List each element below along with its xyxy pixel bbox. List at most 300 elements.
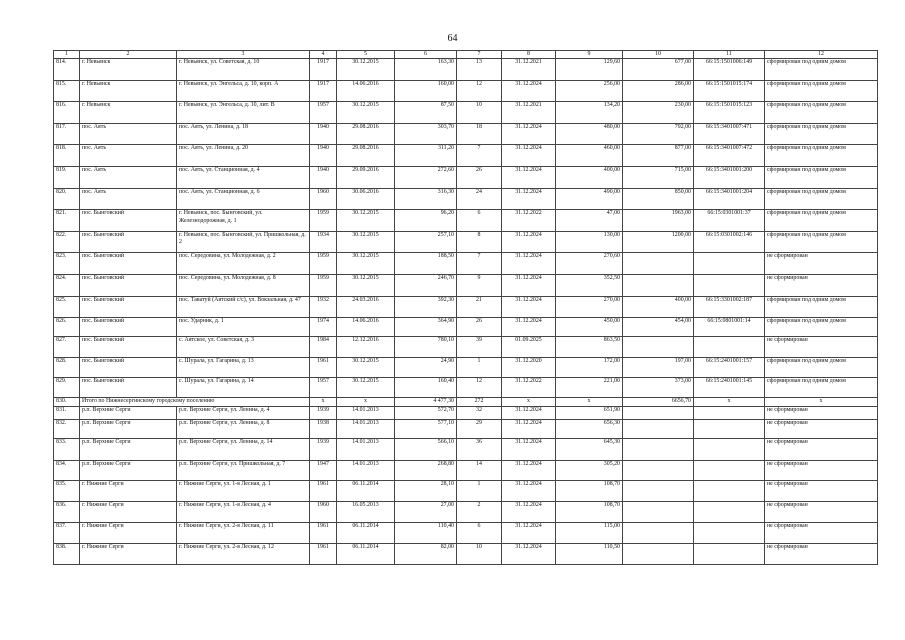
area-cell: 268,80 bbox=[395, 460, 457, 480]
area-col9-cell: 480,00 bbox=[556, 123, 623, 145]
residents-cell: 7 bbox=[457, 145, 502, 167]
recognition-date-cell: 14.06.2016 bbox=[337, 80, 395, 102]
recognition-date-cell: 06.11.2014 bbox=[337, 543, 395, 565]
recognition-date-cell: 30.12.2015 bbox=[337, 231, 395, 253]
deadline-cell: 31.12.2024 bbox=[502, 231, 556, 253]
cadastral-number-cell: 66:15:0301001:37 bbox=[694, 210, 765, 232]
land-status-cell: не сформирован bbox=[765, 337, 878, 357]
recognition-date-cell: 14.01.2013 bbox=[337, 439, 395, 461]
table-row bbox=[54, 59, 878, 81]
municipality-cell: пос. Бынговский bbox=[80, 296, 177, 318]
municipality-cell: г. Невьянск bbox=[80, 102, 177, 124]
table-body bbox=[54, 51, 878, 565]
land-status-cell: сформирован под одним домом bbox=[765, 188, 878, 210]
recognition-date-cell: 12.12.2016 bbox=[337, 337, 395, 357]
cadastral-number-cell bbox=[694, 460, 765, 480]
column-number-2: 2 bbox=[80, 51, 177, 59]
area-cell: 96,20 bbox=[395, 210, 457, 232]
table-row bbox=[54, 318, 878, 337]
area-col9-cell: 645,30 bbox=[556, 439, 623, 461]
residents-cell: 7 bbox=[457, 253, 502, 275]
area-col10-cell bbox=[623, 337, 694, 357]
residents-cell: 12 bbox=[457, 80, 502, 102]
address-cell: г. Нижние Серги, ул. 1-я Лесная, д. 4 bbox=[177, 501, 310, 523]
area-col9-cell: 460,00 bbox=[556, 145, 623, 167]
column-number-8: 8 bbox=[502, 51, 556, 59]
area-cell: 28,10 bbox=[395, 481, 457, 501]
residents-cell: 10 bbox=[457, 102, 502, 124]
deadline-cell: 31.12.2024 bbox=[502, 420, 556, 439]
residents-cell: 26 bbox=[457, 318, 502, 337]
municipality-cell: г. Невьянск bbox=[80, 80, 177, 102]
deadline-cell: 31.12.2024 bbox=[502, 543, 556, 565]
land-status-cell: x bbox=[765, 398, 878, 406]
residents-cell: 29 bbox=[457, 420, 502, 439]
table-row bbox=[54, 253, 878, 275]
address-cell: г. Нижние Серги, ул. 2-я Лесная, д. 11 bbox=[177, 523, 310, 543]
cadastral-number-cell: 66:15:3401001:204 bbox=[694, 188, 765, 210]
table-row bbox=[54, 296, 878, 318]
table-row bbox=[54, 439, 878, 461]
area-col9-cell: 656,30 bbox=[556, 420, 623, 439]
build-year-cell: 1960 bbox=[310, 501, 337, 523]
area-cell: 87,50 bbox=[395, 102, 457, 124]
area-col9-cell: 110,50 bbox=[556, 543, 623, 565]
address-cell: пос. Середовина, ул. Молодежная, д. 8 bbox=[177, 274, 310, 296]
recognition-date-cell: 06.11.2014 bbox=[337, 481, 395, 501]
table-row bbox=[54, 80, 878, 102]
municipality-cell: пос. Бынговский bbox=[80, 318, 177, 337]
housing-register-table bbox=[53, 50, 878, 565]
table-row bbox=[54, 274, 878, 296]
cadastral-number-cell: 66:15:1501006:149 bbox=[694, 59, 765, 81]
area-col10-cell: 6656,70 bbox=[623, 398, 694, 406]
recognition-date-cell: 30.12.2015 bbox=[337, 377, 395, 397]
table-row bbox=[54, 145, 878, 167]
area-cell: 316,30 bbox=[395, 188, 457, 210]
recognition-date-cell: 29.08.2016 bbox=[337, 145, 395, 167]
area-cell: 257,10 bbox=[395, 231, 457, 253]
row-number-cell: 830. bbox=[54, 398, 80, 406]
cadastral-number-cell bbox=[694, 406, 765, 420]
land-status-cell: сформирован под одним домом bbox=[765, 210, 878, 232]
row-number-cell: 823. bbox=[54, 253, 80, 275]
table-row bbox=[54, 102, 878, 124]
cadastral-number-cell: 66:15:0301002:146 bbox=[694, 231, 765, 253]
deadline-cell: 31.12.2022 bbox=[502, 210, 556, 232]
municipality-cell: пос. Аять bbox=[80, 123, 177, 145]
deadline-cell: 31.12.2024 bbox=[502, 253, 556, 275]
address-cell: пос. Аять, ул. Станционная, д. 4 bbox=[177, 166, 310, 188]
residents-cell: 21 bbox=[457, 296, 502, 318]
build-year-cell: 1938 bbox=[310, 420, 337, 439]
area-cell: 188,50 bbox=[395, 253, 457, 275]
deadline-cell: 31.12.2024 bbox=[502, 188, 556, 210]
page-number: 64 bbox=[447, 33, 458, 44]
land-status-cell: сформирован под одним домом bbox=[765, 166, 878, 188]
land-status-cell: не сформирован bbox=[765, 439, 878, 461]
deadline-cell: 31.12.2022 bbox=[502, 377, 556, 397]
address-cell: г. Невьянск, пос. Бынговский, ул. Пришкольная, д. 2 bbox=[177, 231, 310, 253]
build-year-cell: 1961 bbox=[310, 523, 337, 543]
area-col9-cell: 450,00 bbox=[556, 318, 623, 337]
area-col9-cell: 115,00 bbox=[556, 523, 623, 543]
deadline-cell: 31.12.2024 bbox=[502, 123, 556, 145]
municipality-cell: г. Нижние Серги bbox=[80, 523, 177, 543]
land-status-cell: сформирован под одним домом bbox=[765, 377, 878, 397]
cadastral-number-cell: 66:15:0801001:14 bbox=[694, 318, 765, 337]
build-year-cell: 1961 bbox=[310, 543, 337, 565]
deadline-cell: 31.12.2024 bbox=[502, 274, 556, 296]
residents-cell: 272 bbox=[457, 398, 502, 406]
area-col10-cell: 454,00 bbox=[623, 318, 694, 337]
deadline-cell: 31.12.2024 bbox=[502, 166, 556, 188]
residents-cell: 1 bbox=[457, 357, 502, 377]
cadastral-number-cell bbox=[694, 543, 765, 565]
cadastral-number-cell bbox=[694, 523, 765, 543]
build-year-cell: 1960 bbox=[310, 188, 337, 210]
row-number-cell: 831. bbox=[54, 406, 80, 420]
row-number-cell: 833. bbox=[54, 439, 80, 461]
deadline-cell: 31.12.2021 bbox=[502, 102, 556, 124]
residents-cell: 9 bbox=[457, 274, 502, 296]
area-cell: 364,90 bbox=[395, 318, 457, 337]
area-cell: 163,30 bbox=[395, 59, 457, 81]
deadline-cell: 31.12.2024 bbox=[502, 460, 556, 480]
recognition-date-cell: 30.06.2016 bbox=[337, 188, 395, 210]
area-col10-cell bbox=[623, 460, 694, 480]
area-cell: 160,40 bbox=[395, 377, 457, 397]
table-row bbox=[54, 377, 878, 397]
address-cell: пос. Аять, ул. Ленина, д. 18 bbox=[177, 123, 310, 145]
area-col9-cell: 134,20 bbox=[556, 102, 623, 124]
residents-cell: 24 bbox=[457, 188, 502, 210]
row-number-cell: 835. bbox=[54, 481, 80, 501]
column-number-row bbox=[54, 51, 878, 59]
area-cell: 577,10 bbox=[395, 420, 457, 439]
column-number-4: 4 bbox=[310, 51, 337, 59]
row-number-cell: 824. bbox=[54, 274, 80, 296]
land-status-cell: не сформирован bbox=[765, 460, 878, 480]
row-number-cell: 825. bbox=[54, 296, 80, 318]
land-status-cell: не сформирован bbox=[765, 406, 878, 420]
municipality-cell: пос. Бынговский bbox=[80, 253, 177, 275]
land-status-cell: сформирован под одним домом bbox=[765, 123, 878, 145]
land-status-cell: не сформирован bbox=[765, 420, 878, 439]
row-number-cell: 837. bbox=[54, 523, 80, 543]
area-col10-cell: 286,00 bbox=[623, 80, 694, 102]
table-row bbox=[54, 166, 878, 188]
cadastral-number-cell bbox=[694, 501, 765, 523]
municipality-cell: пос. Бынговский bbox=[80, 377, 177, 397]
cadastral-number-cell bbox=[694, 439, 765, 461]
recognition-date-cell: 14.06.2016 bbox=[337, 318, 395, 337]
address-cell: пос. Аять, ул. Станционная, д. 6 bbox=[177, 188, 310, 210]
build-year-cell: 1957 bbox=[310, 102, 337, 124]
row-number-cell: 834. bbox=[54, 460, 80, 480]
municipality-cell: р.п. Верхние Серги bbox=[80, 460, 177, 480]
area-cell: 392,30 bbox=[395, 296, 457, 318]
area-cell: 246,70 bbox=[395, 274, 457, 296]
area-cell: 272,60 bbox=[395, 166, 457, 188]
table-row bbox=[54, 231, 878, 253]
residents-cell: 2 bbox=[457, 501, 502, 523]
residents-cell: 26 bbox=[457, 166, 502, 188]
column-number-1: 1 bbox=[54, 51, 80, 59]
land-status-cell: сформирован под одним домом bbox=[765, 231, 878, 253]
build-year-cell: 1961 bbox=[310, 481, 337, 501]
municipality-cell: пос. Бынговский bbox=[80, 337, 177, 357]
residents-cell: 10 bbox=[457, 543, 502, 565]
row-number-cell: 820. bbox=[54, 188, 80, 210]
build-year-cell: 1940 bbox=[310, 145, 337, 167]
residents-cell: 6 bbox=[457, 210, 502, 232]
area-cell: 82,00 bbox=[395, 543, 457, 565]
area-col9-cell: 270,60 bbox=[556, 253, 623, 275]
cadastral-number-cell: x bbox=[694, 398, 765, 406]
address-cell: г. Нижние Серги, ул. 2-я Лесная, д. 12 bbox=[177, 543, 310, 565]
address-cell: р.п. Верхние Серги, ул. Ленина, д. 14 bbox=[177, 439, 310, 461]
land-status-cell: сформирован под одним домом bbox=[765, 296, 878, 318]
area-col10-cell bbox=[623, 274, 694, 296]
column-number-5: 5 bbox=[337, 51, 395, 59]
recognition-date-cell: 14.01.2013 bbox=[337, 460, 395, 480]
address-cell: с. Аятское, ул. Советская, д. 3 bbox=[177, 337, 310, 357]
recognition-date-cell: 06.11.2014 bbox=[337, 523, 395, 543]
deadline-cell: x bbox=[502, 398, 556, 406]
total-label-cell: Итого по Нижнесергинскому городскому поселению bbox=[80, 398, 310, 406]
area-col9-cell: 108,70 bbox=[556, 501, 623, 523]
recognition-date-cell: 16.05.2013 bbox=[337, 501, 395, 523]
deadline-cell: 31.12.2024 bbox=[502, 406, 556, 420]
land-status-cell: сформирован под одним домом bbox=[765, 145, 878, 167]
recognition-date-cell: 30.12.2015 bbox=[337, 59, 395, 81]
row-number-cell: 836. bbox=[54, 501, 80, 523]
build-year-cell: 1940 bbox=[310, 166, 337, 188]
address-cell: пос. Середовина, ул. Молодежная, д. 2 bbox=[177, 253, 310, 275]
table-row bbox=[54, 501, 878, 523]
area-col9-cell: 400,00 bbox=[556, 166, 623, 188]
area-cell: 311,20 bbox=[395, 145, 457, 167]
build-year-cell: 1959 bbox=[310, 253, 337, 275]
column-number-7: 7 bbox=[457, 51, 502, 59]
residents-cell: 14 bbox=[457, 460, 502, 480]
table-row bbox=[54, 123, 878, 145]
cadastral-number-cell: 66:15:3301002:187 bbox=[694, 296, 765, 318]
municipality-cell: пос. Аять bbox=[80, 166, 177, 188]
area-col10-cell bbox=[623, 439, 694, 461]
build-year-cell: 1939 bbox=[310, 439, 337, 461]
cadastral-number-cell bbox=[694, 253, 765, 275]
recognition-date-cell: 30.12.2015 bbox=[337, 210, 395, 232]
recognition-date-cell: 14.01.2013 bbox=[337, 406, 395, 420]
deadline-cell: 31.12.2024 bbox=[502, 80, 556, 102]
land-status-cell: не сформирован bbox=[765, 274, 878, 296]
cadastral-number-cell: 66:15:1501015:123 bbox=[694, 102, 765, 124]
area-col9-cell: 270,00 bbox=[556, 296, 623, 318]
residents-cell: 13 bbox=[457, 59, 502, 81]
address-cell: г. Невьянск, ул. Энгельса, д. 10, лит. В bbox=[177, 102, 310, 124]
address-cell: пос. Аять, ул. Ленина, д. 20 bbox=[177, 145, 310, 167]
area-cell: 27,00 bbox=[395, 501, 457, 523]
land-status-cell: сформирован под одним домом bbox=[765, 59, 878, 81]
build-year-cell: 1984 bbox=[310, 337, 337, 357]
cadastral-number-cell: 66:15:3401007:471 bbox=[694, 123, 765, 145]
recognition-date-cell: 14.01.2013 bbox=[337, 420, 395, 439]
land-status-cell: сформирован под одним домом bbox=[765, 102, 878, 124]
address-cell: г. Нижние Серги, ул. 1-я Лесная, д. 1 bbox=[177, 481, 310, 501]
area-col9-cell: 47,00 bbox=[556, 210, 623, 232]
cadastral-number-cell: 66:15:3401007:472 bbox=[694, 145, 765, 167]
municipality-cell: р.п. Верхние Серги bbox=[80, 420, 177, 439]
area-col10-cell: 792,00 bbox=[623, 123, 694, 145]
land-status-cell: не сформирован bbox=[765, 523, 878, 543]
column-number-12: 12 bbox=[765, 51, 878, 59]
table-row bbox=[54, 210, 878, 232]
recognition-date-cell: 24.03.2016 bbox=[337, 296, 395, 318]
area-col10-cell bbox=[623, 501, 694, 523]
build-year-cell: 1959 bbox=[310, 274, 337, 296]
area-col9-cell: 651,90 bbox=[556, 406, 623, 420]
row-number-cell: 816. bbox=[54, 102, 80, 124]
municipality-cell: р.п. Верхние Серги bbox=[80, 406, 177, 420]
area-col9-cell: 108,70 bbox=[556, 481, 623, 501]
area-col9-cell: 129,60 bbox=[556, 59, 623, 81]
address-cell: р.п. Верхние Серги, ул. Ленина, д. 4 bbox=[177, 406, 310, 420]
residents-cell: 39 bbox=[457, 337, 502, 357]
land-status-cell: не сформирован bbox=[765, 481, 878, 501]
build-year-cell: 1947 bbox=[310, 460, 337, 480]
area-cell: 572,70 bbox=[395, 406, 457, 420]
recognition-date-cell: 29.09.2016 bbox=[337, 166, 395, 188]
column-number-10: 10 bbox=[623, 51, 694, 59]
address-cell: г. Невьянск, пос. Бынговский, ул. Железнодорожная, д. 1 bbox=[177, 210, 310, 232]
area-col10-cell bbox=[623, 253, 694, 275]
build-year-cell: x bbox=[310, 398, 337, 406]
area-col10-cell: 230,00 bbox=[623, 102, 694, 124]
row-number-cell: 815. bbox=[54, 80, 80, 102]
cadastral-number-cell bbox=[694, 420, 765, 439]
recognition-date-cell: x bbox=[337, 398, 395, 406]
cadastral-number-cell bbox=[694, 481, 765, 501]
recognition-date-cell: 30.12.2015 bbox=[337, 253, 395, 275]
residents-cell: 8 bbox=[457, 231, 502, 253]
residents-cell: 6 bbox=[457, 523, 502, 543]
municipality-cell: пос. Бынговский bbox=[80, 274, 177, 296]
build-year-cell: 1934 bbox=[310, 231, 337, 253]
area-col10-cell: 715,00 bbox=[623, 166, 694, 188]
column-number-6: 6 bbox=[395, 51, 457, 59]
municipality-cell: пос. Аять bbox=[80, 188, 177, 210]
row-number-cell: 832. bbox=[54, 420, 80, 439]
table-row bbox=[54, 481, 878, 501]
recognition-date-cell: 29.08.2016 bbox=[337, 123, 395, 145]
municipality-cell: пос. Бынговский bbox=[80, 231, 177, 253]
land-status-cell: не сформирован bbox=[765, 543, 878, 565]
municipality-cell: пос. Аять bbox=[80, 145, 177, 167]
land-status-cell: сформирован под одним домом bbox=[765, 80, 878, 102]
municipality-cell: г. Нижние Серги bbox=[80, 481, 177, 501]
area-cell: 24,90 bbox=[395, 357, 457, 377]
table-row bbox=[54, 337, 878, 357]
cadastral-number-cell: 66:15:3401001:200 bbox=[694, 166, 765, 188]
deadline-cell: 31.12.2024 bbox=[502, 145, 556, 167]
deadline-cell: 31.12.2024 bbox=[502, 296, 556, 318]
area-cell: 303,70 bbox=[395, 123, 457, 145]
deadline-cell: 31.12.2020 bbox=[502, 357, 556, 377]
address-cell: с. Шурала, ул. Гагарина, д. 14 bbox=[177, 377, 310, 397]
area-cell: 160,00 bbox=[395, 80, 457, 102]
build-year-cell: 1917 bbox=[310, 59, 337, 81]
column-number-11: 11 bbox=[694, 51, 765, 59]
area-col9-cell: 172,00 bbox=[556, 357, 623, 377]
recognition-date-cell: 30.12.2015 bbox=[337, 274, 395, 296]
deadline-cell: 31.12.2024 bbox=[502, 318, 556, 337]
address-cell: пос. Таватуй (Аятский с/с), ул. Вокзальная, д. 47 bbox=[177, 296, 310, 318]
municipality-cell: пос. Бынговский bbox=[80, 210, 177, 232]
municipality-cell: пос. Бынговский bbox=[80, 357, 177, 377]
area-col9-cell: 352,50 bbox=[556, 274, 623, 296]
area-cell: 566,10 bbox=[395, 439, 457, 461]
table-row bbox=[54, 543, 878, 565]
municipality-cell: г. Нижние Серги bbox=[80, 543, 177, 565]
cadastral-number-cell: 66:15:2401001:145 bbox=[694, 377, 765, 397]
area-col10-cell bbox=[623, 523, 694, 543]
area-col10-cell bbox=[623, 406, 694, 420]
area-col10-cell: 1963,00 bbox=[623, 210, 694, 232]
cadastral-number-cell bbox=[694, 274, 765, 296]
build-year-cell: 1940 bbox=[310, 123, 337, 145]
area-col10-cell: 400,00 bbox=[623, 296, 694, 318]
residents-cell: 1 bbox=[457, 481, 502, 501]
column-number-9: 9 bbox=[556, 51, 623, 59]
area-col10-cell bbox=[623, 543, 694, 565]
area-col10-cell: 877,00 bbox=[623, 145, 694, 167]
land-status-cell: сформирован под одним домом bbox=[765, 357, 878, 377]
address-cell: с. Шурала, ул. Гагарина, д. 13 bbox=[177, 357, 310, 377]
build-year-cell: 1932 bbox=[310, 296, 337, 318]
row-number-cell: 817. bbox=[54, 123, 80, 145]
build-year-cell: 1959 bbox=[310, 210, 337, 232]
build-year-cell: 1974 bbox=[310, 318, 337, 337]
row-number-cell: 822. bbox=[54, 231, 80, 253]
row-number-cell: 821. bbox=[54, 210, 80, 232]
address-cell: г. Невьянск, ул. Энгельса, д. 10, корп. А bbox=[177, 80, 310, 102]
row-number-cell: 829. bbox=[54, 377, 80, 397]
area-col10-cell bbox=[623, 481, 694, 501]
recognition-date-cell: 30.12.2015 bbox=[337, 357, 395, 377]
residents-cell: 32 bbox=[457, 406, 502, 420]
area-col10-cell bbox=[623, 420, 694, 439]
table-row bbox=[54, 357, 878, 377]
deadline-cell: 31.12.2024 bbox=[502, 439, 556, 461]
area-col9-cell: 863,50 bbox=[556, 337, 623, 357]
area-col9-cell: 490,00 bbox=[556, 188, 623, 210]
cadastral-number-cell: 66:15:2401001:157 bbox=[694, 357, 765, 377]
municipality-cell: р.п. Верхние Серги bbox=[80, 439, 177, 461]
build-year-cell: 1957 bbox=[310, 377, 337, 397]
land-status-cell: сформирован под одним домом bbox=[765, 318, 878, 337]
table-row bbox=[54, 523, 878, 543]
area-col9-cell: 130,00 bbox=[556, 231, 623, 253]
column-number-3: 3 bbox=[177, 51, 310, 59]
row-number-cell: 828. bbox=[54, 357, 80, 377]
table-row bbox=[54, 420, 878, 439]
build-year-cell: 1917 bbox=[310, 80, 337, 102]
build-year-cell: 1939 bbox=[310, 406, 337, 420]
address-cell: г. Невьянск, ул. Советская, д. 10 bbox=[177, 59, 310, 81]
deadline-cell: 31.12.2021 bbox=[502, 59, 556, 81]
